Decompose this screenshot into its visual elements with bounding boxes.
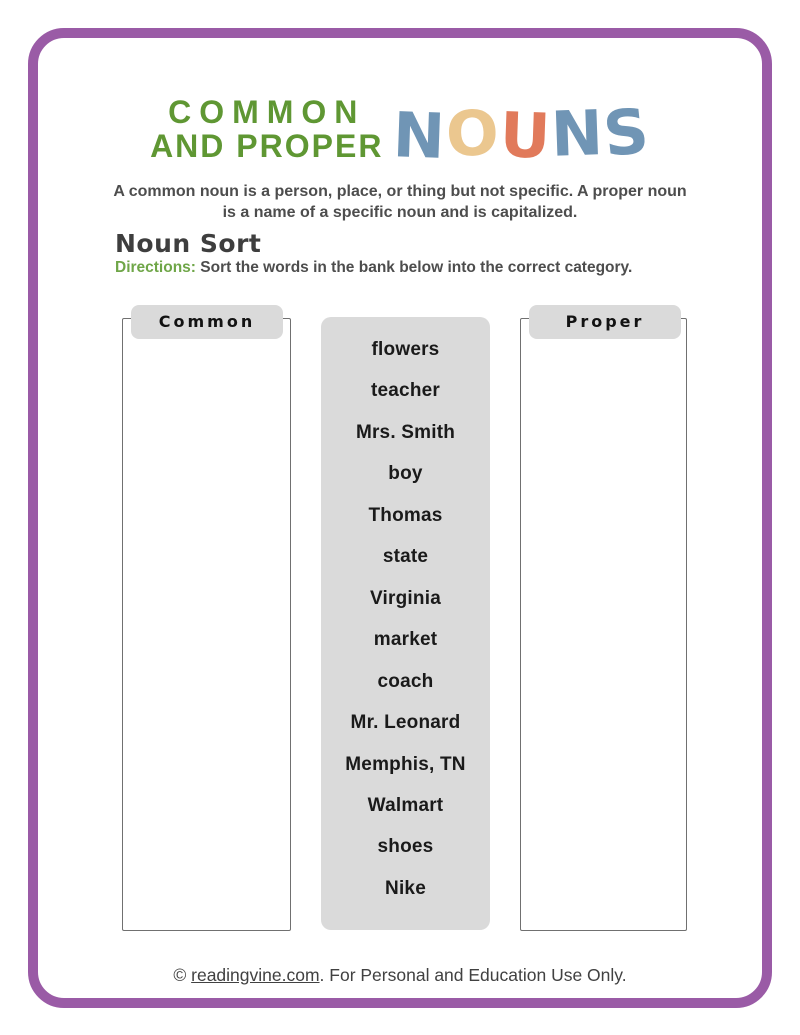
directions-label: Directions:	[115, 259, 196, 276]
title-nouns-letter: N	[550, 96, 606, 171]
readingvine-link[interactable]: readingvine.com	[191, 965, 320, 985]
word-bank-item: Thomas	[368, 504, 443, 526]
word-bank-item: shoes	[377, 836, 434, 858]
title-line-and-proper: AND PROPER	[150, 128, 384, 164]
footer	[0, 965, 800, 986]
word-bank-item: flowers	[371, 339, 440, 360]
word-bank-item: Nike	[385, 877, 426, 899]
word-bank-item: Virginia	[370, 587, 441, 609]
title-nouns-word	[392, 93, 654, 173]
common-category-box	[122, 318, 291, 931]
directions-line	[115, 259, 632, 277]
section-heading: Noun Sort	[115, 229, 262, 258]
footer-copyright-prefix: ©	[173, 965, 192, 985]
word-bank-item: coach	[377, 670, 434, 692]
worksheet-title	[0, 93, 800, 173]
definition-line-1: A common noun is a person, place, or thing but not specific. A proper noun	[113, 183, 687, 200]
word-bank-item: state	[382, 546, 429, 568]
word-bank	[321, 317, 490, 930]
word-bank-item: Walmart	[367, 794, 444, 816]
title-nouns-letter: N	[392, 98, 448, 173]
word-bank-item: teacher	[371, 380, 440, 402]
word-bank-item: market	[373, 629, 438, 651]
definition-line-2: is a name of a specific noun and is capitalized.	[222, 204, 578, 222]
word-bank-item: boy	[388, 463, 423, 485]
proper-category-label: Proper	[529, 305, 681, 339]
proper-category-box	[520, 318, 687, 931]
common-category-label: Common	[131, 305, 283, 339]
title-nouns-letter: O	[444, 96, 502, 171]
title-nouns-letter: S	[600, 93, 654, 172]
title-common-and-proper	[150, 96, 383, 164]
directions-text: Sort the words in the bank below into the correct category.	[200, 259, 633, 276]
definition-text	[0, 181, 800, 223]
footer-suffix: . For Personal and Education Use Only.	[319, 965, 627, 985]
word-bank-item: Mr. Leonard	[350, 712, 461, 734]
title-line-common: COMMON	[168, 94, 366, 130]
word-bank-item: Memphis, TN	[345, 753, 466, 775]
word-bank-item: Mrs. Smith	[355, 421, 456, 443]
title-nouns-letter: U	[498, 98, 553, 173]
